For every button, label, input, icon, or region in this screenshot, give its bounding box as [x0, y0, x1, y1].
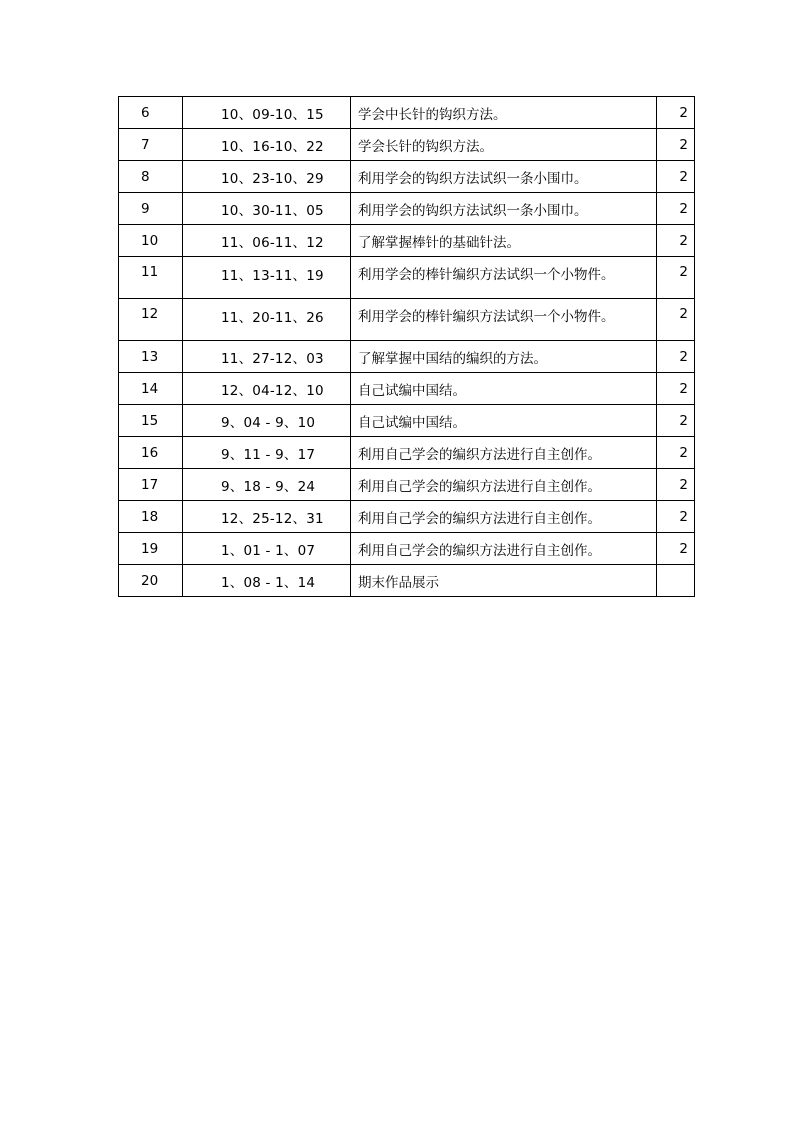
table-row [119, 129, 695, 161]
schedule-table [118, 96, 695, 597]
date-range-cell: 12、04-12、10 [183, 373, 351, 405]
date-range-cell: 10、16-10、22 [183, 129, 351, 161]
content-cell: 自己试编中国结。 [351, 373, 657, 405]
content-cell: 利用自己学会的编织方法进行自主创作。 [351, 437, 657, 469]
week-number-cell: 14 [119, 373, 183, 405]
table-row [119, 225, 695, 257]
date-range-cell: 11、06-11、12 [183, 225, 351, 257]
week-number-cell: 13 [119, 341, 183, 373]
week-number-cell: 19 [119, 533, 183, 565]
hours-cell: 2 [657, 299, 695, 341]
content-cell: 利用学会的棒针编织方法试织一个小物件。 [351, 257, 657, 299]
content-cell: 自己试编中国结。 [351, 405, 657, 437]
table-row [119, 373, 695, 405]
content-cell: 了解掌握中国结的编织的方法。 [351, 341, 657, 373]
content-cell: 期末作品展示 [351, 565, 657, 597]
table-row [119, 533, 695, 565]
week-number-cell: 17 [119, 469, 183, 501]
table-row [119, 501, 695, 533]
date-range-cell: 10、09-10、15 [183, 97, 351, 129]
hours-cell: 2 [657, 257, 695, 299]
table-row [119, 437, 695, 469]
content-cell: 利用学会的棒针编织方法试织一个小物件。 [351, 299, 657, 341]
hours-cell: 2 [657, 161, 695, 193]
table-row [119, 193, 695, 225]
content-cell: 利用学会的钩织方法试织一条小围巾。 [351, 193, 657, 225]
table-row [119, 161, 695, 193]
week-number-cell: 16 [119, 437, 183, 469]
week-number-cell: 12 [119, 299, 183, 341]
week-number-cell: 10 [119, 225, 183, 257]
week-number-cell: 7 [119, 129, 183, 161]
hours-cell: 2 [657, 129, 695, 161]
table-row [119, 405, 695, 437]
hours-cell: 2 [657, 225, 695, 257]
hours-cell: 2 [657, 193, 695, 225]
hours-cell: 2 [657, 405, 695, 437]
hours-cell: 2 [657, 533, 695, 565]
week-number-cell: 15 [119, 405, 183, 437]
week-number-cell: 8 [119, 161, 183, 193]
hours-cell [657, 565, 695, 597]
week-number-cell: 6 [119, 97, 183, 129]
hours-cell: 2 [657, 501, 695, 533]
date-range-cell: 12、25-12、31 [183, 501, 351, 533]
date-range-cell: 9、04 - 9、10 [183, 405, 351, 437]
content-cell: 利用自己学会的编织方法进行自主创作。 [351, 469, 657, 501]
week-number-cell: 20 [119, 565, 183, 597]
table-row [119, 257, 695, 299]
table-row [119, 299, 695, 341]
hours-cell: 2 [657, 469, 695, 501]
content-cell: 了解掌握棒针的基础针法。 [351, 225, 657, 257]
content-cell: 利用自己学会的编织方法进行自主创作。 [351, 501, 657, 533]
hours-cell: 2 [657, 341, 695, 373]
content-cell: 学会长针的钩织方法。 [351, 129, 657, 161]
date-range-cell: 10、30-11、05 [183, 193, 351, 225]
table-row [119, 341, 695, 373]
hours-cell: 2 [657, 373, 695, 405]
schedule-table-body [119, 97, 695, 597]
hours-cell: 2 [657, 97, 695, 129]
date-range-cell: 11、20-11、26 [183, 299, 351, 341]
table-row [119, 565, 695, 597]
date-range-cell: 9、11 - 9、17 [183, 437, 351, 469]
date-range-cell: 1、01 - 1、07 [183, 533, 351, 565]
week-number-cell: 9 [119, 193, 183, 225]
date-range-cell: 1、08 - 1、14 [183, 565, 351, 597]
date-range-cell: 11、13-11、19 [183, 257, 351, 299]
date-range-cell: 9、18 - 9、24 [183, 469, 351, 501]
content-cell: 学会中长针的钩织方法。 [351, 97, 657, 129]
table-row [119, 97, 695, 129]
table-row [119, 469, 695, 501]
date-range-cell: 10、23-10、29 [183, 161, 351, 193]
hours-cell: 2 [657, 437, 695, 469]
content-cell: 利用自己学会的编织方法进行自主创作。 [351, 533, 657, 565]
date-range-cell: 11、27-12、03 [183, 341, 351, 373]
week-number-cell: 11 [119, 257, 183, 299]
week-number-cell: 18 [119, 501, 183, 533]
content-cell: 利用学会的钩织方法试织一条小围巾。 [351, 161, 657, 193]
